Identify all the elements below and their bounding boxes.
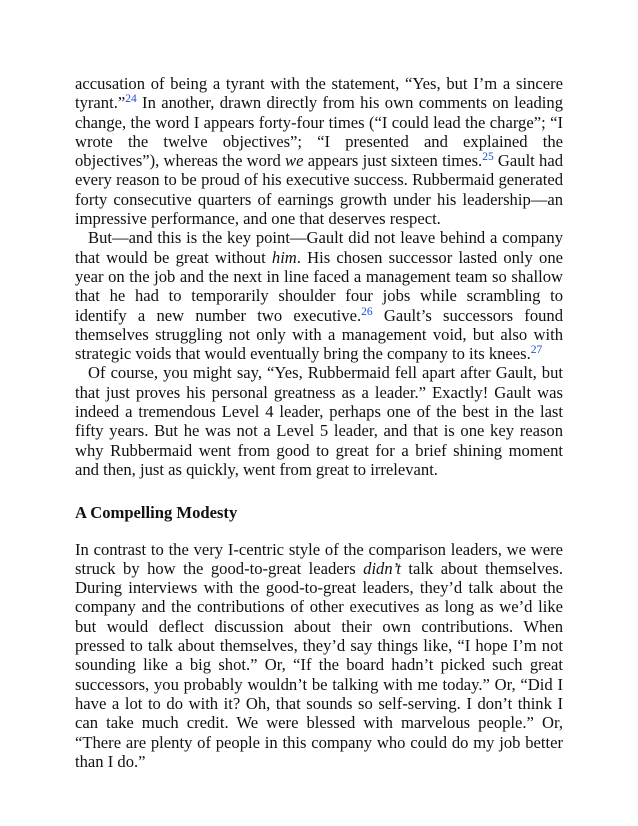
paragraph [75, 363, 563, 479]
footnote-ref-24[interactable]: 24 [125, 93, 137, 106]
text-run: Gault’s successors found themselves struggling not only with a management void, but also with strategic voids that would eventually bring the company to its knees. [75, 305, 564, 364]
emphasis: didn’t [363, 558, 401, 578]
page-body [75, 74, 563, 771]
text-run: accusation of being a tyrant with the statement, “Yes, but I’m a sincere tyrant.” [75, 74, 563, 113]
emphasis: him [271, 247, 297, 267]
text-run: In another, drawn directly from his own comments on leading change, the word I appears forty-four times (“I could lead the charge”; “I wrote the twelve objectives”; “I presented and explained the objectives”), whereas the word [75, 93, 563, 171]
text-run: . His chosen successor lasted only one year on the job and the next in line faced a management team so shallow that he had to temporarily shoulder four jobs while scrambling to identify a new number two executive. [75, 247, 564, 325]
text-run: But—and this is the key point—Gault did not leave behind a company that would be great without [75, 228, 563, 267]
text-run: In contrast to the very I-centric style of the comparison leaders, we were struck by how the good-to-great leaders [75, 539, 563, 578]
emphasis: we [285, 151, 304, 171]
text-run: Of course, you might say, “Yes, Rubbermaid fell apart after Gault, but that just proves his personal greatness as a leader.” Exactly! Gault was indeed a tremendous Level 4 leader, perhaps one of the best in the last fifty years. But he was not a Level 5 leader, and that is one key reason why Rubbermaid went from good to great for a brief shining moment and then, just as quickly, went from great to irrelevant. [75, 363, 563, 479]
paragraph [75, 74, 563, 228]
text-run: appears just sixteen times. [303, 151, 483, 171]
footnote-ref-25[interactable]: 25 [482, 151, 494, 164]
paragraph [75, 540, 563, 772]
text-run: talk about themselves. During interviews with the good-to-great leaders, they’d talk about the company and the contributions of other executives as long as we’d like but would deflect discussion about their own contributions. When pressed to talk about themselves, they’d say things like, “I hope I’m not sounding like a big shot.” Or, “If the board hadn’t picked such great successors, you probably wouldn’t be talking with me today.” Or, “Did I have a lot to do with it? Oh, that sounds so self-serving. I don’t think I can take much credit. We were blessed with marvelous people.” Or, “There are plenty of people in this company who could do my job better than I do.” [75, 558, 564, 771]
footnote-ref-27[interactable]: 27 [530, 344, 543, 357]
footnote-ref-26[interactable]: 26 [361, 305, 373, 318]
paragraph [75, 228, 563, 363]
text-run: Gault had every reason to be proud of his executive success. Rubbermaid generated forty consecutive quarters of earnings growth under his leadership—an impressive performance, and one that deserves respect. [75, 151, 563, 229]
section-heading: A Compelling Modesty [75, 503, 238, 523]
